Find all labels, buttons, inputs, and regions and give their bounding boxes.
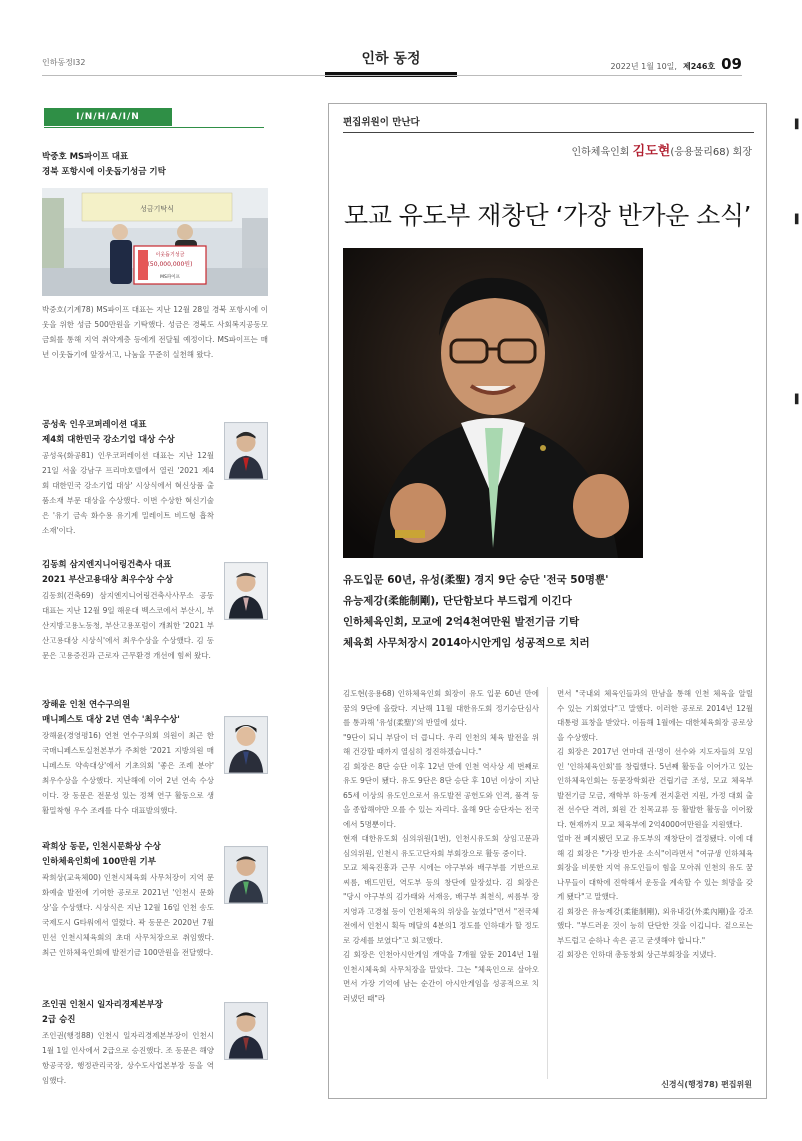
subhead-2: 유능제강(柔能制剛), 단단함보다 부드럽게 이긴다 bbox=[343, 595, 572, 607]
portrait-photo bbox=[224, 562, 268, 620]
column-divider bbox=[547, 687, 548, 1079]
news-item-2 bbox=[42, 418, 268, 538]
article-paragraph: 면서 "국내외 체육인들과의 만남을 통해 인천 체육을 알릴 수 있는 기회였다"고 말했다. 이러한 공로로 2014년 12월 대통령 표창을 받았다. 이듬해 1월에는 대한체육회장 공로상을 수상했다. bbox=[557, 689, 753, 742]
news-headline: 조인권 인천시 일자리경제본부장 bbox=[42, 1000, 163, 1010]
check-text-donor: MS파이프 bbox=[160, 275, 180, 280]
news-item-5 bbox=[42, 840, 268, 960]
interview-photo bbox=[343, 248, 643, 558]
portrait-photo bbox=[224, 716, 268, 774]
news-subheadline: 2급 승진 bbox=[42, 1015, 76, 1025]
issue-date: 2022년 1월 10일, bbox=[610, 62, 677, 71]
news-body: 조인권(행정88) 인천시 일자리경제본부장이 인천시 1월 1일 인사에서 2급으로 승진했다. 조 동문은 해양항공국장, 행정관리국장, 상수도사업본부장 등을 역임했다. bbox=[42, 1031, 214, 1085]
edge-fragment: ▌ bbox=[795, 395, 802, 405]
article-paragraph: "9단이 되니 부담이 더 큽니다. 우리 인천의 체육 발전을 위해 건강할 때까지 열심히 정진하겠습니다." bbox=[343, 732, 539, 756]
article-column-1 bbox=[343, 687, 539, 1006]
news-subheadline: 제4회 대한민국 강소기업 대상 수상 bbox=[42, 435, 175, 445]
news-item-1 bbox=[42, 150, 268, 362]
photo-banner-text: 성금기탁식 bbox=[140, 205, 174, 213]
article-paragraph: 김 회장은 유능제강(柔能制剛), 외유내강(外柔內剛)을 강조했다. "부드러운 것이 능히 단단한 것을 이깁니다. 겉으로는 부드럽고 순하나 속은 곧고 굳셋해야 합니다." bbox=[557, 906, 753, 945]
article-paragraph: 얼마 전 폐지됐던 모교 유도부의 재창단이 결정됐다. 이에 대해 김 회장은 "가장 반가운 소식"이라면서 "여규생 인하체육회장을 비롯한 지역 유도인들이 힘을 모아줘 인천의 유도 꿈나무들이 대학에 진학해서 운동을 계속할 수 있는 희망을 갖게 됐다"고 말했다. bbox=[557, 834, 753, 901]
article-paragraph: 김 회장은 인천아시안게임 개막을 7개월 앞둔 2014년 1월 인천시체육회 사무처장을 맡았다. 그는 "체육인으로 살아오면서 가장 기억에 남는 순간이 아시안게임을 성공적으로 치러냈던 때"라 bbox=[343, 950, 539, 1003]
edge-fragment: ▌ bbox=[795, 120, 802, 130]
check-text-title: 이웃돕기성금 bbox=[155, 252, 185, 258]
subhead-1: 유도입문 60년, 유성(柔聖) 경지 9단 승단 '전국 50명뿐' bbox=[343, 574, 609, 586]
news-headline: 공성욱 인우코퍼레이션 대표 bbox=[42, 420, 147, 430]
article-column-2 bbox=[557, 687, 753, 963]
news-headline: 곽희상 동문, 인천시문화상 수상 bbox=[42, 842, 161, 852]
article-paragraph: 김 회장은 인하대 총동창회 상근부회장을 지냈다. bbox=[557, 950, 717, 959]
header-issue-info bbox=[611, 55, 742, 73]
check-text-amount: (50,000,000원) bbox=[147, 261, 193, 268]
section-title: 인하 동정 bbox=[361, 51, 421, 67]
byline-org: 인하체육인회 bbox=[571, 147, 630, 158]
news-item-3 bbox=[42, 558, 268, 663]
feature-subheads bbox=[343, 570, 753, 654]
news-body: 곽희상(교육체00) 인천시체육회 사무처장이 지역 문화예술 발전에 기여한 공로로 2021년 '인천시 문화상'을 수상했다. 시상식은 지난 12월 16일 인천 송도국제도시 G타워에서 열렸다. 곽 동문은 2020년 7월 민선 인천시체육회의 초대 사무처장으로 취임했다. 최근 인하체육인회에 발전기금 100만원을 전달했다. bbox=[42, 873, 214, 957]
page-number: 09 bbox=[721, 55, 742, 73]
news-body: 박중호(기계78) MS파이프 대표는 지난 12월 28일 경북 포항시에 이웃을 위한 성금 500만원을 기탁했다. 성금은 경북도 사회복지공동모금회를 통해 지역 취약계층 등에게 전달될 예정이다. MS파이프는 매년 이웃돕기에 앞장서고, 나눔을 꾸준히 실천해 왔다. bbox=[42, 305, 268, 359]
feature-label-rule bbox=[343, 132, 754, 133]
edge-fragment: ▌ bbox=[795, 215, 802, 225]
news-body: 공성욱(화공81) 인우코퍼레이션 대표는 지난 12월 21일 서울 강남구 프리마호텔에서 열린 '2021 제4회 대한민국 강소기업 대상' 시상식에서 혁신상품 출품소재 부문 대상을 수상했다. 이번 수상한 혁신기술은 '유기 금속 화수용 유기계 밀레이트 비드형 흡착 소재'이다. bbox=[42, 451, 214, 535]
issue-number: 제246호 bbox=[682, 62, 716, 71]
subhead-3: 인하체육인회, 모교에 2억4천여만원 발전기금 기탁 bbox=[343, 616, 580, 628]
inhain-underline bbox=[44, 127, 264, 128]
portrait-photo bbox=[224, 1002, 268, 1060]
news-subheadline: 2021 부산고용대상 최우수상 수상 bbox=[42, 575, 174, 585]
feature-label: 편집위원이 만난다 bbox=[343, 117, 420, 128]
article-paragraph: 현재 대한유도회 심의위원(1번), 인천시유도회 상임고문과 심의위원, 인천시 유도고단자회 부회장으로 활동 중이다. bbox=[343, 834, 539, 858]
feature-byline bbox=[571, 140, 752, 159]
portrait-photo bbox=[224, 422, 268, 480]
news-item-6 bbox=[42, 998, 268, 1088]
article-paragraph: 김 회장은 8단 승단 이후 12년 만에 인천 역사상 세 번째로 유도 9단이 됐다. 유도 9단은 8단 승단 후 10년 이상이 지난 65세 이상의 유도인으로서 유도발전 공헌도와 인격, 품격 등을 종합해야만 오를 수 있는 자리다. 올해 9단 승단자는 전국에서 5명뿐이다. bbox=[343, 761, 539, 829]
news-body: 장해윤(경영평16) 연천 연수구의회 의원이 최근 한국매니페스토실천본부가 주최한 '2021 지방의원 매니페스토 약속대상'에서 기초의회 '좋은 조례 분야' 최우수상을 수상했다. 지난해에 이어 2년 연속 수상이다. 장 동문은 전문성 있는 정책 연구 활동으로 생활밀착형 우수 조례를 다수 대표발의했다. bbox=[42, 731, 214, 815]
inhain-section-tag: I/N/H/A/I/N bbox=[44, 108, 172, 126]
article-writer: 신경식(행정78) 편집위원 bbox=[661, 1080, 752, 1089]
byline-name: 김도현 bbox=[632, 144, 671, 159]
news-headline: 장해윤 인천 연수구의원 bbox=[42, 700, 131, 710]
article-paragraph: 모교 체육진흥과 근무 시에는 야구부와 배구부를 기반으로 씨름, 배드민턴, 역도부 등의 창단에 앞장섰다. 김 회장은 "당시 야구부의 김가태와 서재응, 배구부 최천식, 씨름부 장지영과 고경철 등이 인천체육의 위상을 높였다"면서 "전국체전에서 인천시 획득 메달의 4분의1 정도를 인하대가 할 정도로 강세를 보였다"고 회고했다. bbox=[343, 863, 539, 945]
news-body: 김동희(건축69) 삼지엔지니어링건축사사무소 공동대표는 지난 12월 9일 해운대 벡스코에서 부산시, 부산지방고용노동청, 부산고용포럼이 개최한 '2021 부산고용대상 시상식'에서 최우수상을 수상했다. 김 동문은 고용증진과 근로자 근무환경 개선에 힘써 왔다. bbox=[42, 591, 214, 660]
byline-role: (응용물리68) 회장 bbox=[670, 147, 752, 158]
article-paragraph: 김 회장은 2017년 연마대 권·명이 선수와 지도자들의 모임인 '인하체육인회'를 창립했다. 5년째 활동을 이어가고 있는 인하체육인회는 동문장학회관 건립기금 조성, 모교 체육부 발전기금 모금, 재학부 하·동계 전지훈련 지원, 가정 대회 출전 선수단 격려, 회원 간 친목교류 등 활발한 활동을 이어왔다. 현재까지 모교 체육부에 2억4000여만원을 지원했다. bbox=[557, 747, 753, 829]
news-headline: 김동희 삼지엔지니어링건축사 대표 bbox=[42, 560, 172, 570]
article-paragraph: 김도현(응용68) 인하체육인회 회장이 유도 입문 60년 만에 꿈의 9단에 올랐다. 지난해 11월 대한유도회 정기승단심사를 통과해 '유성(柔聖)'의 반열에 섰다. bbox=[343, 689, 539, 727]
subhead-4: 체육회 사무처장시 2014아시안게임 성공적으로 치러 bbox=[343, 637, 590, 649]
feature-article bbox=[328, 103, 767, 1099]
header-rule bbox=[42, 75, 742, 76]
header-left-text: 인하동정I32 bbox=[42, 58, 86, 67]
news-subheadline: 인하체육인회에 100만원 기부 bbox=[42, 857, 156, 867]
news-subheadline: 매니페스토 대상 2년 연속 '최우수상' bbox=[42, 715, 180, 725]
feature-title: 모교 유도부 재창단 ‘가장 반가운 소식’ bbox=[344, 201, 751, 230]
donation-photo bbox=[42, 188, 268, 296]
news-item-4 bbox=[42, 698, 268, 818]
portrait-photo bbox=[224, 846, 268, 904]
news-headline: 박중호 MS파이프 대표 bbox=[42, 152, 129, 162]
news-subheadline: 경북 포항시에 이웃돕기성금 기탁 bbox=[42, 167, 166, 177]
